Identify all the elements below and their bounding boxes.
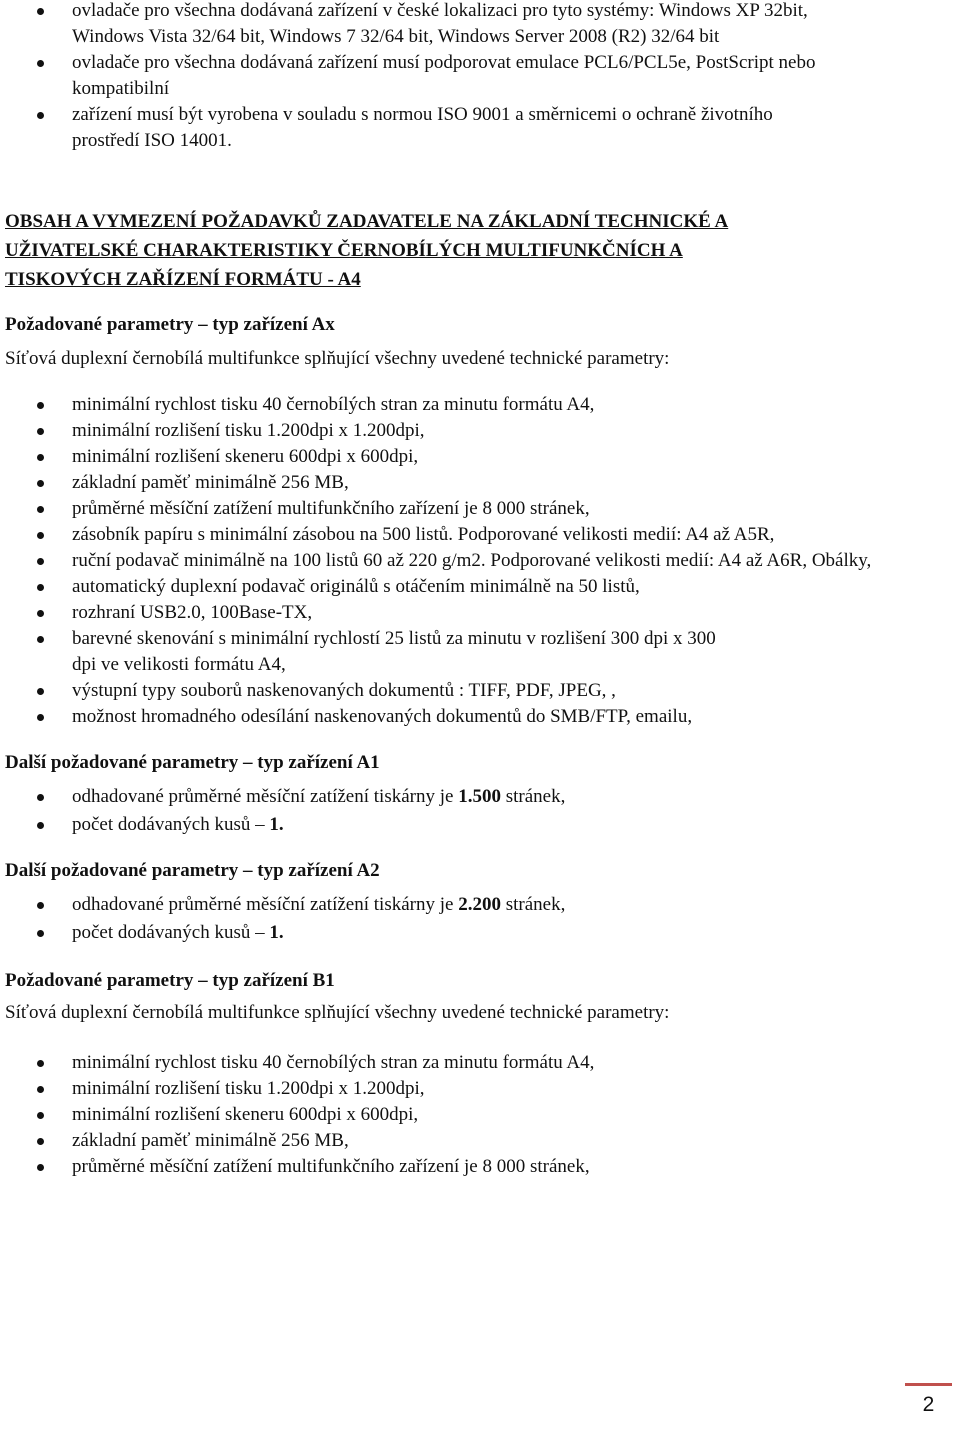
list-item: základní paměť minimálně 256 MB, (5, 1128, 950, 1154)
list-item-value: 1.500 (458, 786, 501, 807)
list-item: průměrné měsíční zatížení multifunkčního zařízení je 8 000 stránek, (5, 1154, 950, 1180)
list-item: průměrné měsíční zatížení multifunkčního zařízení je 8 000 stránek, (5, 496, 875, 522)
list-item-value: 2.200 (458, 894, 501, 915)
list-item (5, 892, 950, 918)
section-a1-title: Další požadované parametry – typ zařízení A1 (5, 752, 380, 773)
list-item: minimální rozlišení tisku 1.200dpi x 1.200dpi, (5, 1076, 950, 1102)
list-item (5, 784, 950, 810)
list-item: možnost hromadného odesílání naskenovaných dokumentů do SMB/FTP, emailu, (5, 704, 875, 730)
list-item-text: stránek, (500, 894, 566, 915)
section-b1-intro: Síťová duplexní černobílá multifunkce splňující všechny uvedené technické parametry: (5, 1002, 670, 1023)
list-item: minimální rychlost tisku 40 černobílých stran za minutu formátu A4, (5, 392, 875, 418)
list-item: výstupní typy souborů naskenovaných dokumentů : TIFF, PDF, JPEG, , (5, 678, 875, 704)
list-item: minimální rychlost tisku 40 černobílých stran za minutu formátu A4, (5, 1050, 950, 1076)
list-item-text: odhadované průměrné měsíční zatížení tiskárny je (72, 894, 459, 915)
page-number: 2 (905, 1383, 952, 1424)
section-a2-list (5, 892, 950, 946)
list-item: barevné skenování s minimální rychlostí 25 listů za minutu v rozlišení 300 dpi x 300 dpi ve velikosti formátu A4, (5, 626, 732, 678)
list-item: ovladače pro všechna dodávaná zařízení v české lokalizaci pro tyto systémy: Windows XP 32bit, Windows Vista 32/64 bit, Windows 7 32/64 bit, Windows Server 2008 (R2) 32/64 bit (5, 0, 845, 50)
section-a2-title: Další požadované parametry – typ zařízení A2 (5, 860, 380, 881)
list-item-value: 1. (269, 814, 284, 835)
list-item: zařízení musí být vyrobena v souladu s normou ISO 9001 a směrnicemi o ochraně životního prostředí ISO 14001. (5, 102, 845, 154)
section-ax-list (5, 392, 875, 730)
list-item-text: odhadované průměrné měsíční zatížení tiskárny je (72, 786, 459, 807)
list-item: minimální rozlišení skeneru 600dpi x 600dpi, (5, 1102, 950, 1128)
list-item-text: počet dodávaných kusů – (72, 814, 270, 835)
list-item: ovladače pro všechna dodávaná zařízení musí podporovat emulace PCL6/PCL5e, PostScript nebo kompatibilní (5, 50, 845, 102)
list-item-text: počet dodávaných kusů – (72, 922, 270, 943)
list-item: minimální rozlišení skeneru 600dpi x 600dpi, (5, 444, 875, 470)
intro-bullet-list (5, 0, 845, 154)
section-ax-intro: Síťová duplexní černobílá multifunkce splňující všechny uvedené technické parametry: (5, 348, 670, 369)
list-item (5, 920, 950, 946)
list-item: rozhraní USB2.0, 100Base-TX, (5, 600, 875, 626)
list-item-value: 1. (269, 922, 284, 943)
list-item: základní paměť minimálně 256 MB, (5, 470, 875, 496)
document-page (5, 0, 950, 1180)
main-heading: OBSAH A VYMEZENÍ POŽADAVKŮ ZADAVATELE NA ZÁKLADNÍ TECHNICKÉ A UŽIVATELSKÉ CHARAKTERISTIKY ČERNOBÍLÝCH MULTIFUNKČNÍCH A TISKOVÝCH ZAŘÍZENÍ FORMÁTU - A4 (5, 211, 729, 290)
section-b1-list (5, 1050, 950, 1180)
list-item: automatický duplexní podavač originálů s otáčením minimálně na 50 listů, (5, 574, 875, 600)
list-item: ruční podavač minimálně na 100 listů 60 až 220 g/m2. Podporované velikosti medií: A4 až A6R, Obálky, (5, 548, 875, 574)
list-item-text: stránek, (500, 786, 566, 807)
section-ax-title: Požadované parametry – typ zařízení Ax (5, 314, 335, 335)
list-item: minimální rozlišení tisku 1.200dpi x 1.200dpi, (5, 418, 875, 444)
section-a1-list (5, 784, 950, 838)
section-b1-title: Požadované parametry – typ zařízení B1 (5, 970, 335, 991)
list-item (5, 812, 950, 838)
list-item: zásobník papíru s minimální zásobou na 500 listů. Podporované velikosti medií: A4 až A5R, (5, 522, 875, 548)
